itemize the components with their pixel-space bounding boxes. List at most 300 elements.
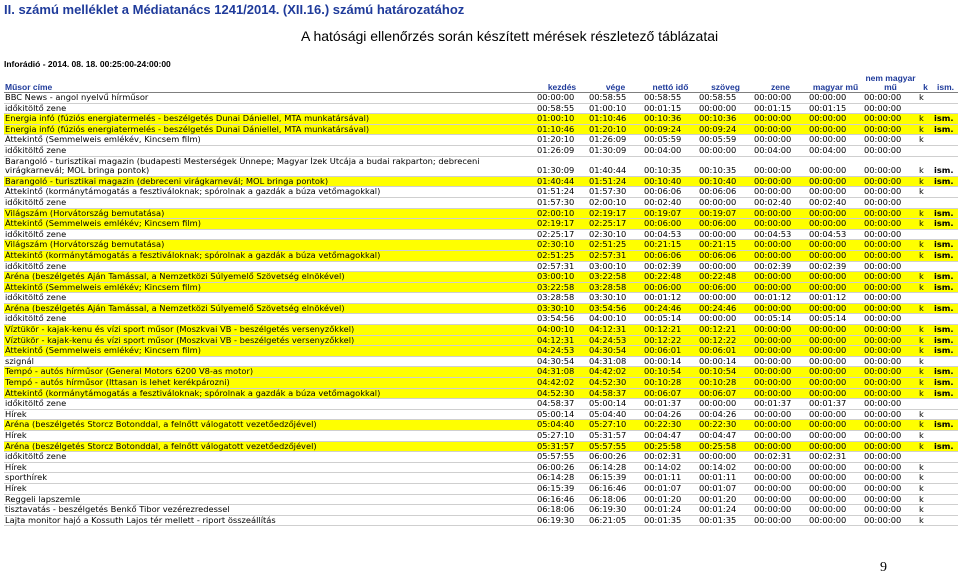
cell-net: 00:10:40: [643, 176, 698, 187]
cell-k: k: [918, 272, 933, 283]
cell-text: 00:00:00: [698, 103, 753, 114]
cell-start: 04:31:08: [536, 367, 588, 378]
cell-ism: [933, 356, 958, 367]
cell-ism: [933, 431, 958, 442]
cell-text: 00:24:46: [698, 303, 753, 314]
cell-music: 00:00:00: [753, 124, 808, 135]
cell-title: Világszám (Horvátország bemutatása): [4, 240, 536, 251]
cell-title: Barangoló - turisztikai magazin (debreceni virágkarnevál; MOL bringa pontok): [4, 176, 536, 187]
cell-k: k: [918, 124, 933, 135]
cell-start: 06:15:39: [536, 483, 588, 494]
cell-music: 00:00:00: [753, 219, 808, 230]
cell-title: időkitöltő zene: [4, 197, 536, 208]
cell-net: 00:01:12: [643, 293, 698, 304]
cell-non-hungarian: 00:00:00: [863, 335, 918, 346]
cell-k: k: [918, 325, 933, 336]
column-header-hungarian: magyar mű: [808, 72, 863, 93]
table-row: [4, 135, 958, 146]
cell-k: k: [918, 176, 933, 187]
cell-ism: [933, 515, 958, 526]
cell-k: k: [918, 346, 933, 357]
cell-net: 00:12:22: [643, 335, 698, 346]
cell-non-hungarian: 00:00:00: [863, 187, 918, 198]
cell-end: 02:00:10: [588, 197, 643, 208]
table-row: [4, 93, 958, 104]
cell-non-hungarian: 00:00:00: [863, 462, 918, 473]
cell-k: [918, 103, 933, 114]
cell-k: k: [918, 156, 933, 176]
cell-music: 00:04:00: [753, 145, 808, 156]
cell-ism: [933, 314, 958, 325]
cell-hungarian: 00:02:40: [808, 197, 863, 208]
cell-music: 00:00:00: [753, 346, 808, 357]
cell-net: 00:10:54: [643, 367, 698, 378]
cell-hungarian: 00:00:00: [808, 367, 863, 378]
cell-k: [918, 145, 933, 156]
cell-ism: [933, 494, 958, 505]
cell-text: 00:04:47: [698, 431, 753, 442]
cell-end: 01:57:30: [588, 187, 643, 198]
cell-non-hungarian: 00:00:00: [863, 314, 918, 325]
cell-net: 00:06:07: [643, 388, 698, 399]
cell-music: 00:00:00: [753, 187, 808, 198]
cell-net: 00:00:14: [643, 356, 698, 367]
cell-start: 04:42:02: [536, 378, 588, 389]
cell-non-hungarian: 00:00:00: [863, 156, 918, 176]
column-header-non-hungarian: nem magyar mű: [863, 72, 918, 93]
cell-hungarian: 00:02:31: [808, 452, 863, 463]
cell-title: Áttekintő (kormánytámogatás a fesztiváloknak; spórolnak a gazdák a búza vetőmagokkal): [4, 250, 536, 261]
cell-hungarian: 00:05:14: [808, 314, 863, 325]
cell-start: 04:24:53: [536, 346, 588, 357]
cell-ism: ism.: [933, 176, 958, 187]
cell-text: 00:25:58: [698, 441, 753, 452]
cell-end: 06:18:06: [588, 494, 643, 505]
column-header-net: nettó idő: [643, 72, 698, 93]
cell-net: 00:10:35: [643, 156, 698, 176]
cell-start: 03:30:10: [536, 303, 588, 314]
cell-net: 00:06:00: [643, 282, 698, 293]
cell-title: Aréna (beszélgetés Storcz Botonddal, a felnőtt válogatott vezetőedzőjével): [4, 441, 536, 452]
cell-non-hungarian: 00:00:00: [863, 282, 918, 293]
cell-hungarian: 00:00:00: [808, 515, 863, 526]
cell-net: 00:01:35: [643, 515, 698, 526]
cell-title: időkitöltő zene: [4, 452, 536, 463]
cell-end: 04:58:37: [588, 388, 643, 399]
cell-hungarian: 00:00:00: [808, 346, 863, 357]
cell-hungarian: 00:00:00: [808, 282, 863, 293]
cell-end: 02:57:31: [588, 250, 643, 261]
cell-non-hungarian: 00:00:00: [863, 452, 918, 463]
cell-music: 00:00:00: [753, 378, 808, 389]
cell-hungarian: 00:00:00: [808, 219, 863, 230]
cell-music: 00:00:00: [753, 114, 808, 125]
cell-end: 05:31:57: [588, 431, 643, 442]
cell-title: Energia infó (fúziós energiatermelés - beszélgetés Dunai Dániellel, MTA munkatársával): [4, 124, 536, 135]
cell-non-hungarian: 00:00:00: [863, 135, 918, 146]
table-header-row: [4, 72, 958, 93]
cell-k: [918, 452, 933, 463]
cell-hungarian: 00:00:00: [808, 303, 863, 314]
table-row: [4, 346, 958, 357]
cell-hungarian: 00:00:00: [808, 378, 863, 389]
cell-net: 00:01:15: [643, 103, 698, 114]
cell-title: Barangoló - turisztikai magazin (budapesti Mesterségek Ünnepe; Magyar Ízek Utcája a budai rakparton; debreceni virágkarnevál; MOL bringa pontok): [4, 156, 536, 176]
cell-net: 00:10:36: [643, 114, 698, 125]
cell-hungarian: 00:00:00: [808, 124, 863, 135]
table-row: [4, 494, 958, 505]
cell-start: 01:51:24: [536, 187, 588, 198]
cell-music: 00:00:00: [753, 431, 808, 442]
cell-text: 00:06:01: [698, 346, 753, 357]
cell-end: 01:51:24: [588, 176, 643, 187]
cell-hungarian: 00:00:00: [808, 431, 863, 442]
cell-net: 00:06:01: [643, 346, 698, 357]
table-row: [4, 229, 958, 240]
table-row: [4, 303, 958, 314]
cell-start: 02:00:10: [536, 208, 588, 219]
cell-title: Aréna (beszélgetés Storcz Botonddal, a felnőtt válogatott vezetőedzőjével): [4, 420, 536, 431]
cell-ism: ism.: [933, 325, 958, 336]
cell-text: 00:00:00: [698, 452, 753, 463]
cell-net: 00:02:31: [643, 452, 698, 463]
cell-ism: ism.: [933, 272, 958, 283]
cell-k: k: [918, 282, 933, 293]
cell-title: Aréna (beszélgetés Aján Tamással, a Nemzetközi Súlyemelő Szövetség elnökével): [4, 272, 536, 283]
cell-net: 00:04:00: [643, 145, 698, 156]
cell-ism: [933, 473, 958, 484]
cell-music: 00:00:00: [753, 388, 808, 399]
cell-text: 00:01:35: [698, 515, 753, 526]
cell-ism: [933, 452, 958, 463]
cell-k: [918, 261, 933, 272]
cell-start: 03:28:58: [536, 293, 588, 304]
cell-start: 02:30:10: [536, 240, 588, 251]
cell-start: 01:10:46: [536, 124, 588, 135]
cell-end: 02:19:17: [588, 208, 643, 219]
page-number: 9: [880, 560, 887, 575]
cell-end: 06:00:26: [588, 452, 643, 463]
cell-hungarian: 00:04:00: [808, 145, 863, 156]
cell-start: 02:51:25: [536, 250, 588, 261]
cell-hungarian: 00:00:00: [808, 441, 863, 452]
table-row: [4, 197, 958, 208]
cell-title: BBC News - angol nyelvű hírműsor: [4, 93, 536, 104]
cell-non-hungarian: 00:00:00: [863, 483, 918, 494]
cell-text: 00:10:28: [698, 378, 753, 389]
cell-end: 06:16:46: [588, 483, 643, 494]
cell-text: 00:00:00: [698, 145, 753, 156]
cell-net: 00:19:07: [643, 208, 698, 219]
cell-text: 00:00:00: [698, 399, 753, 410]
table-row: [4, 176, 958, 187]
cell-text: 00:12:21: [698, 325, 753, 336]
cell-net: 00:10:28: [643, 378, 698, 389]
cell-start: 01:26:09: [536, 145, 588, 156]
cell-net: 00:02:40: [643, 197, 698, 208]
cell-k: k: [918, 208, 933, 219]
cell-hungarian: 00:00:00: [808, 272, 863, 283]
cell-end: 03:30:10: [588, 293, 643, 304]
cell-k: k: [918, 431, 933, 442]
cell-non-hungarian: 00:00:00: [863, 103, 918, 114]
cell-text: 00:21:15: [698, 240, 753, 251]
cell-net: 00:21:15: [643, 240, 698, 251]
cell-non-hungarian: 00:00:00: [863, 515, 918, 526]
cell-net: 00:14:02: [643, 462, 698, 473]
table-row: [4, 103, 958, 114]
cell-non-hungarian: 00:00:00: [863, 219, 918, 230]
document-subtitle: A hatósági ellenőrzés során készített mérések részletező táblázatai: [301, 28, 719, 44]
cell-music: 00:00:00: [753, 303, 808, 314]
cell-text: 00:04:26: [698, 409, 753, 420]
cell-hungarian: 00:00:00: [808, 473, 863, 484]
table-row: [4, 335, 958, 346]
cell-end: 04:52:30: [588, 378, 643, 389]
cell-net: 00:06:06: [643, 250, 698, 261]
cell-music: 00:00:00: [753, 483, 808, 494]
cell-net: 00:09:24: [643, 124, 698, 135]
cell-net: 00:06:06: [643, 187, 698, 198]
cell-k: k: [918, 420, 933, 431]
cell-non-hungarian: 00:00:00: [863, 420, 918, 431]
cell-text: 00:58:55: [698, 93, 753, 104]
cell-ism: ism.: [933, 124, 958, 135]
cell-music: 00:01:15: [753, 103, 808, 114]
cell-net: 00:05:14: [643, 314, 698, 325]
cell-title: Áttekintő (Semmelweis emlékév; Kincsem film): [4, 219, 536, 230]
cell-ism: [933, 399, 958, 410]
cell-text: 00:05:59: [698, 135, 753, 146]
cell-net: 00:12:21: [643, 325, 698, 336]
cell-start: 01:40:44: [536, 176, 588, 187]
column-header-end: vége: [588, 72, 643, 93]
cell-end: 04:30:54: [588, 346, 643, 357]
cell-start: 00:00:00: [536, 93, 588, 104]
document-title: II. számú melléklet a Médiatanács 1241/2014. (XII.16.) számú határozatához: [4, 2, 465, 17]
cell-hungarian: 00:00:00: [808, 187, 863, 198]
cell-start: 01:30:09: [536, 156, 588, 176]
cell-k: k: [918, 250, 933, 261]
cell-ism: ism.: [933, 346, 958, 357]
table-row: [4, 431, 958, 442]
table-row: [4, 325, 958, 336]
cell-ism: [933, 409, 958, 420]
cell-music: 00:00:00: [753, 176, 808, 187]
cell-ism: ism.: [933, 156, 958, 176]
cell-non-hungarian: 00:00:00: [863, 176, 918, 187]
cell-k: k: [918, 93, 933, 104]
cell-ism: ism.: [933, 114, 958, 125]
table-row: [4, 388, 958, 399]
cell-end: 03:28:58: [588, 282, 643, 293]
cell-title: sporthírek: [4, 473, 536, 484]
cell-start: 04:12:31: [536, 335, 588, 346]
cell-net: 00:01:20: [643, 494, 698, 505]
cell-hungarian: 00:00:00: [808, 462, 863, 473]
cell-end: 03:00:10: [588, 261, 643, 272]
cell-title: időkitöltő zene: [4, 399, 536, 410]
cell-non-hungarian: 00:00:00: [863, 93, 918, 104]
table-row: [4, 409, 958, 420]
cell-start: 00:58:55: [536, 103, 588, 114]
table-row: [4, 483, 958, 494]
cell-music: 00:01:12: [753, 293, 808, 304]
cell-title: Víztükör - kajak-kenu és vízi sport műsor (Moszkvai VB - beszélgetés versenyzőkkel): [4, 325, 536, 336]
cell-non-hungarian: 00:00:00: [863, 505, 918, 516]
cell-start: 06:18:06: [536, 505, 588, 516]
cell-text: 00:09:24: [698, 124, 753, 135]
cell-title: Aréna (beszélgetés Aján Tamással, a Nemzetközi Súlyemelő Szövetség elnökével): [4, 303, 536, 314]
cell-start: 06:19:30: [536, 515, 588, 526]
cell-k: k: [918, 240, 933, 251]
table-row: [4, 145, 958, 156]
table-row: [4, 261, 958, 272]
cell-music: 00:00:00: [753, 135, 808, 146]
cell-net: 00:01:24: [643, 505, 698, 516]
cell-text: 00:00:00: [698, 229, 753, 240]
cell-text: 00:22:48: [698, 272, 753, 283]
cell-non-hungarian: 00:00:00: [863, 303, 918, 314]
cell-text: 00:01:11: [698, 473, 753, 484]
cell-k: k: [918, 473, 933, 484]
cell-music: 00:00:00: [753, 409, 808, 420]
cell-text: 00:01:24: [698, 505, 753, 516]
cell-non-hungarian: 00:00:00: [863, 145, 918, 156]
table-row: [4, 314, 958, 325]
cell-start: 04:52:30: [536, 388, 588, 399]
cell-k: k: [918, 483, 933, 494]
cell-title: Hírek: [4, 431, 536, 442]
cell-title: Világszám (Horvátország bemutatása): [4, 208, 536, 219]
cell-non-hungarian: 00:00:00: [863, 325, 918, 336]
cell-ism: [933, 261, 958, 272]
cell-text: 00:10:36: [698, 114, 753, 125]
cell-hungarian: 00:01:37: [808, 399, 863, 410]
column-header-start: kezdés: [536, 72, 588, 93]
cell-non-hungarian: 00:00:00: [863, 197, 918, 208]
cell-start: 06:14:28: [536, 473, 588, 484]
cell-non-hungarian: 00:00:00: [863, 409, 918, 420]
cell-music: 00:00:00: [753, 208, 808, 219]
cell-start: 01:00:10: [536, 114, 588, 125]
cell-end: 03:54:56: [588, 303, 643, 314]
cell-non-hungarian: 00:00:00: [863, 208, 918, 219]
cell-hungarian: 00:00:00: [808, 176, 863, 187]
cell-k: k: [918, 219, 933, 230]
cell-ism: ism.: [933, 208, 958, 219]
column-header-text: szöveg: [698, 72, 753, 93]
cell-start: 05:27:10: [536, 431, 588, 442]
cell-hungarian: 00:04:53: [808, 229, 863, 240]
cell-music: 00:01:37: [753, 399, 808, 410]
cell-ism: [933, 505, 958, 516]
cell-non-hungarian: 00:00:00: [863, 240, 918, 251]
cell-non-hungarian: 00:00:00: [863, 473, 918, 484]
cell-ism: ism.: [933, 240, 958, 251]
cell-k: [918, 229, 933, 240]
column-header-k: k: [918, 72, 933, 93]
cell-music: 00:00:00: [753, 356, 808, 367]
cell-hungarian: 00:00:00: [808, 494, 863, 505]
cell-start: 01:57:30: [536, 197, 588, 208]
cell-text: 00:00:00: [698, 314, 753, 325]
cell-ism: [933, 103, 958, 114]
cell-title: Energia infó (fúziós energiatermelés - beszélgetés Dunai Dániellel, MTA munkatársával): [4, 114, 536, 125]
cell-hungarian: 00:00:00: [808, 505, 863, 516]
cell-end: 01:30:09: [588, 145, 643, 156]
cell-start: 03:00:10: [536, 272, 588, 283]
cell-title: Reggeli lapszemle: [4, 494, 536, 505]
table-row: [4, 208, 958, 219]
table-row: [4, 219, 958, 230]
cell-end: 01:40:44: [588, 156, 643, 176]
cell-text: 00:01:07: [698, 483, 753, 494]
cell-title: időkitöltő zene: [4, 103, 536, 114]
cell-start: 02:25:17: [536, 229, 588, 240]
cell-title: Áttekintő (kormánytámogatás a fesztiváloknak; spórolnak a gazdák a búza vetőmagokkal): [4, 388, 536, 399]
cell-net: 00:05:59: [643, 135, 698, 146]
cell-hungarian: 00:00:00: [808, 420, 863, 431]
cell-text: 00:00:00: [698, 293, 753, 304]
cell-text: 00:00:00: [698, 197, 753, 208]
measurement-range: Inforádió - 2014. 08. 18. 00:25:00-24:00:00: [4, 59, 171, 69]
cell-title: Tempó - autós hírműsor (General Motors 6200 V8-as motor): [4, 367, 536, 378]
cell-k: [918, 314, 933, 325]
cell-non-hungarian: 00:00:00: [863, 261, 918, 272]
table-row: [4, 452, 958, 463]
cell-end: 00:58:55: [588, 93, 643, 104]
cell-end: 04:12:31: [588, 325, 643, 336]
cell-title: időkitöltő zene: [4, 229, 536, 240]
cell-text: 00:06:00: [698, 219, 753, 230]
cell-k: k: [918, 135, 933, 146]
cell-start: 05:04:40: [536, 420, 588, 431]
cell-end: 04:42:02: [588, 367, 643, 378]
cell-end: 02:51:25: [588, 240, 643, 251]
cell-non-hungarian: 00:00:00: [863, 367, 918, 378]
cell-net: 00:01:37: [643, 399, 698, 410]
cell-music: 00:00:00: [753, 282, 808, 293]
cell-title: időkitöltő zene: [4, 293, 536, 304]
cell-k: k: [918, 494, 933, 505]
cell-title: Áttekintő (kormánytámogatás a fesztiváloknak; spórolnak a gazdák a búza vetőmagokkal): [4, 187, 536, 198]
cell-ism: ism.: [933, 250, 958, 261]
cell-end: 01:00:10: [588, 103, 643, 114]
cell-ism: ism.: [933, 335, 958, 346]
cell-net: 00:22:30: [643, 420, 698, 431]
table-row: [4, 441, 958, 452]
table-row: [4, 187, 958, 198]
cell-ism: ism.: [933, 420, 958, 431]
column-header-ism: ism.: [933, 72, 958, 93]
cell-music: 00:00:00: [753, 462, 808, 473]
cell-text: 00:06:06: [698, 250, 753, 261]
cell-k: k: [918, 114, 933, 125]
table-row: [4, 293, 958, 304]
table-row: [4, 124, 958, 135]
table-row: [4, 473, 958, 484]
table-row: [4, 462, 958, 473]
cell-non-hungarian: 00:00:00: [863, 293, 918, 304]
cell-music: 00:02:40: [753, 197, 808, 208]
cell-net: 00:25:58: [643, 441, 698, 452]
table-row: [4, 272, 958, 283]
cell-start: 05:31:57: [536, 441, 588, 452]
cell-end: 05:00:14: [588, 399, 643, 410]
cell-text: 00:14:02: [698, 462, 753, 473]
table-row: [4, 240, 958, 251]
